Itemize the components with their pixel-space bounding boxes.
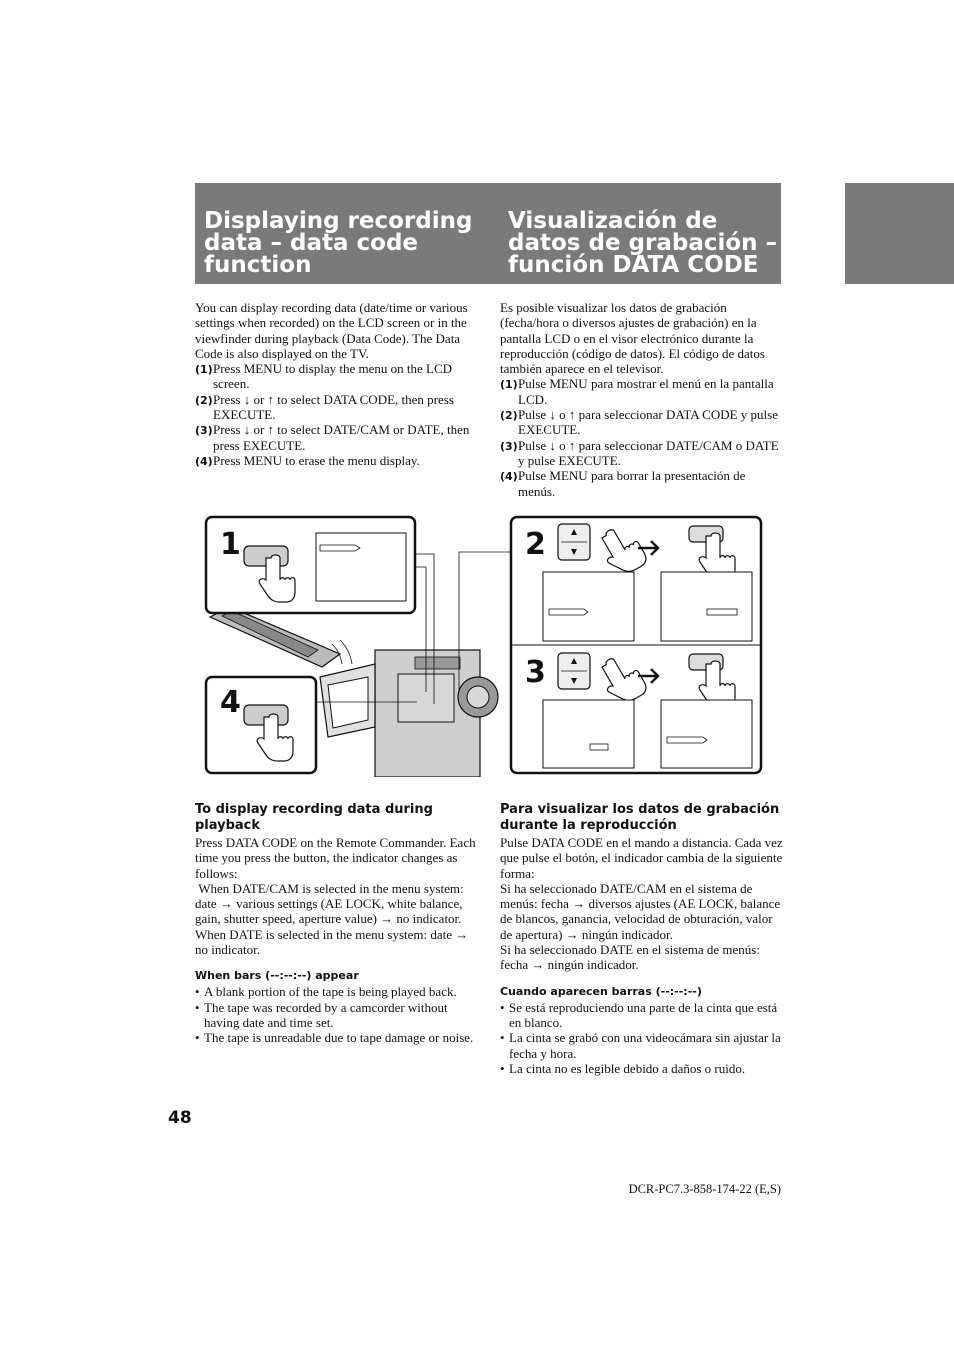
camcorder-drawing [320, 650, 498, 777]
step-item: (2) Pulse ↓ o ↑ para seleccionar DATA CODE y pulse EXECUTE. [500, 407, 778, 438]
panel-step-4 [206, 677, 316, 773]
section-title: To display recording data during playback [195, 802, 433, 833]
list-item: • A blank portion of the tape is being played back. [195, 984, 457, 1000]
panel-steps-2-3 [511, 517, 761, 773]
english-intro: You can display recording data (date/time or various settings when recorded) on the LCD screen or in the viewfinder during playback (Data Code). The Data Code is also displayed on the TV. [195, 300, 468, 361]
title-english: Displaying recording data – data code function [204, 208, 473, 278]
remote-commander-drawing [210, 607, 352, 667]
list-item: • La cinta se grabó con una videocámara sin ajustar la fecha y hora. [500, 1030, 781, 1061]
paragraph: Pulse DATA CODE en el mando a distancia. Cada vez que pulse el botón, el indicador cambia de la siguiente forma: [500, 835, 783, 881]
footer-code: DCR-PC7.3-858-174-22 (E,S) [628, 1182, 781, 1196]
english-intro-block [195, 300, 477, 469]
paragraph: Si ha seleccionado DATE en el sistema de menús: fecha → ningún indicador. [500, 942, 760, 973]
procedure-illustration [200, 512, 770, 777]
page-number: 48 [168, 1108, 192, 1128]
section-title: Para visualizar los datos de grabación durante la reproducción [500, 802, 780, 833]
step-item: (4) Press MENU to erase the menu display. [195, 452, 420, 468]
step-item: (3) Pulse ↓ o ↑ para seleccionar DATE/CAM o DATE y pulse EXECUTE. [500, 437, 779, 468]
paragraph: Si ha seleccionado DATE/CAM en el sistema de menús: fecha → diversos ajustes (AE LOCK, balance de blancos, ganancia, velocidad de obturación, valor de apertura) → ningún indicador. [500, 880, 781, 942]
bars-title: When bars (--:--:--) appear [195, 969, 359, 983]
panel-label: 1 [220, 527, 241, 562]
title-spanish: Visualización de datos de grabación – función DATA CODE [508, 208, 778, 278]
step-item: (4) Pulse MENU para borrar la presentación de menús. [500, 468, 746, 499]
paragraph: Press DATA CODE on the Remote Commander. Each time you press the button, the indicator changes as follows: [195, 835, 476, 881]
list-item: • The tape was recorded by a camcorder without having date and time set. [195, 999, 448, 1030]
step-item: (1) Pulse MENU para mostrar el menú en la pantalla LCD. [500, 376, 774, 407]
step-item: (2) Press ↓ or ↑ to select DATA CODE, then press EXECUTE. [195, 391, 454, 423]
panel-label: 2 [525, 527, 546, 562]
step-item: (1) Press MENU to display the menu on the LCD screen. [195, 361, 453, 392]
list-item: • La cinta no es legible debido a daños o ruido. [500, 1060, 746, 1076]
list-item: • The tape is unreadable due to tape damage or noise. [195, 1030, 474, 1046]
step-item: (3) Press ↓ or ↑ to select DATE/CAM or DATE, then press EXECUTE. [195, 422, 470, 453]
panel-label: 3 [525, 655, 546, 690]
english-playback-section [195, 802, 477, 1046]
list-item: • Se está reproduciendo una parte de la cinta que está en blanco. [500, 999, 778, 1030]
english-steps [195, 361, 477, 469]
spanish-intro-block [500, 300, 783, 499]
panel-label: 4 [220, 685, 241, 720]
paragraph: When DATE/CAM is selected in the menu system: date → various settings (AE LOCK, white balance, gain, shutter speed, aperture value) → no indicator. [195, 880, 467, 927]
bars-title: Cuando aparecen barras (--:--:--) [500, 984, 702, 998]
spanish-steps [500, 376, 783, 498]
spanish-playback-section [500, 802, 783, 1076]
panel-step-1 [206, 517, 415, 613]
spanish-intro: Es posible visualizar los datos de grabación (fecha/hora o diversos ajustes de grabación) en la pantalla LCD o en el visor electrónico durante la reproducción (código de datos). El código de datos también aparece en el televisor. [500, 300, 765, 377]
paragraph: When DATE is selected in the menu system: date → no indicator. [195, 926, 469, 958]
bars-list [195, 984, 477, 1045]
side-tab [845, 183, 954, 284]
bars-list [500, 1000, 783, 1076]
